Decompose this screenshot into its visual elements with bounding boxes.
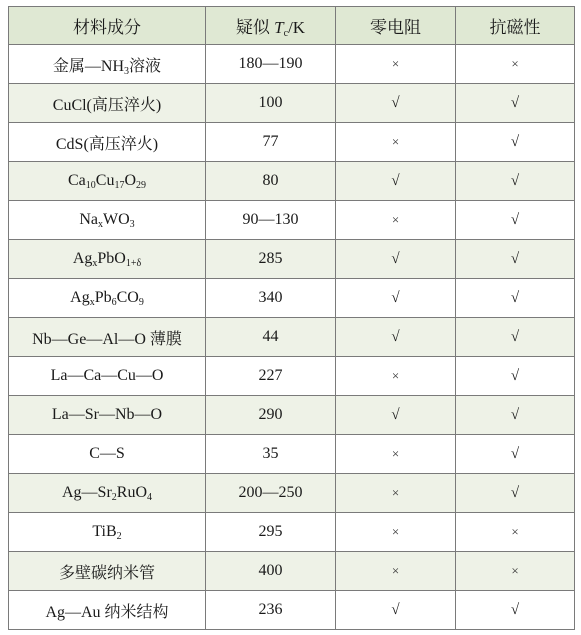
zero-resistance-cell: [336, 474, 456, 513]
diamagnetism-cell: [456, 318, 575, 357]
diamagnetism-cell: [456, 591, 575, 630]
superconductor-table: [8, 6, 575, 630]
material-text: PbO: [97, 250, 126, 267]
tc-cell: 236: [206, 591, 336, 630]
diamagnetism-cell: [456, 474, 575, 513]
check-mark: √: [510, 212, 520, 228]
zero-resistance-cell: [336, 162, 456, 201]
tc-subscript: c: [283, 28, 289, 39]
check-mark: √: [510, 251, 520, 267]
tc-cell: 227: [206, 357, 336, 396]
formula-subscript: x: [89, 297, 95, 308]
zero-resistance-cell: [336, 318, 456, 357]
zero-resistance-cell: [336, 45, 456, 84]
diamagnetism-cell: [456, 279, 575, 318]
check-mark: √: [510, 407, 520, 423]
material-text: RuO: [116, 484, 147, 501]
table-row: [9, 240, 575, 279]
formula-subscript: 17: [114, 180, 125, 191]
tc-cell: 80: [206, 162, 336, 201]
material-text: O: [124, 172, 136, 189]
material-cell: [9, 435, 206, 474]
zero-resistance-cell: [336, 84, 456, 123]
material-text: Cu: [95, 172, 115, 189]
material-cell: [9, 279, 206, 318]
material-text: CuCl(高压淬火): [52, 96, 162, 114]
material-cell: [9, 474, 206, 513]
table-row: [9, 84, 575, 123]
formula-subscript: 9: [138, 297, 144, 308]
material-text: TiB: [92, 523, 117, 540]
header-zero-resistance: 零电阻: [336, 7, 456, 45]
check-mark: √: [510, 95, 520, 111]
material-text: 溶液: [129, 57, 162, 75]
material-text: CdS(高压淬火): [55, 135, 159, 153]
zero-resistance-cell: [336, 201, 456, 240]
material-cell: [9, 201, 206, 240]
check-mark: √: [510, 134, 520, 150]
tc-cell: 290: [206, 396, 336, 435]
material-text: Pb: [94, 289, 112, 306]
formula-subscript: 3: [124, 65, 130, 77]
cross-mark: ×: [391, 563, 400, 578]
material-text: Ag—Sr: [61, 484, 112, 501]
formula-subscript: 1+δ: [125, 258, 142, 269]
table-row: [9, 45, 575, 84]
table-row: [9, 552, 575, 591]
zero-resistance-cell: [336, 513, 456, 552]
check-mark: √: [391, 173, 400, 189]
table-row: [9, 474, 575, 513]
cross-mark: ×: [391, 446, 400, 461]
zero-resistance-cell: [336, 591, 456, 630]
tc-cell: 295: [206, 513, 336, 552]
cross-mark: ×: [391, 56, 400, 71]
material-text: 金属—NH: [52, 57, 125, 75]
material-cell: [9, 591, 206, 630]
material-cell: [9, 318, 206, 357]
zero-resistance-cell: [336, 279, 456, 318]
table-row: [9, 279, 575, 318]
cross-mark: ×: [511, 563, 519, 578]
diamagnetism-cell: [456, 396, 575, 435]
zero-resistance-cell: [336, 396, 456, 435]
diamagnetism-cell: [456, 240, 575, 279]
zero-resistance-cell: [336, 240, 456, 279]
table-row: [9, 123, 575, 162]
formula-subscript: x: [98, 219, 103, 230]
tc-cell: 180—190: [206, 45, 336, 84]
cross-mark: ×: [391, 134, 400, 149]
material-cell: [9, 240, 206, 279]
table-row: [9, 591, 575, 630]
diamagnetism-cell: [456, 123, 575, 162]
check-mark: √: [391, 290, 400, 306]
formula-subscript: 2: [111, 492, 117, 503]
diamagnetism-cell: [456, 357, 575, 396]
table-row: [9, 513, 575, 552]
formula-subscript: 3: [129, 219, 135, 230]
diamagnetism-cell: [456, 162, 575, 201]
material-cell: [9, 513, 206, 552]
diamagnetism-cell: [456, 513, 575, 552]
table-row: [9, 357, 575, 396]
material-cell: [9, 123, 206, 162]
material-cell: [9, 396, 206, 435]
cross-mark: ×: [391, 524, 400, 539]
material-text: WO: [103, 211, 130, 228]
material-text: La—Ca—Cu—O: [50, 367, 164, 384]
tc-cell: 400: [206, 552, 336, 591]
zero-resistance-cell: [336, 357, 456, 396]
check-mark: √: [391, 329, 400, 345]
material-text: 多壁碳纳米管: [58, 564, 155, 582]
check-mark: √: [510, 173, 520, 189]
diamagnetism-cell: [456, 84, 575, 123]
check-mark: √: [510, 368, 520, 384]
formula-subscript: 29: [136, 180, 146, 191]
material-cell: [9, 84, 206, 123]
material-cell: [9, 45, 206, 84]
material-text: Na: [79, 211, 98, 228]
material-text: Ag: [72, 250, 93, 267]
table-row: [9, 201, 575, 240]
material-cell: [9, 162, 206, 201]
header-material: 材料成分: [9, 7, 206, 45]
material-text: Ag—Au 纳米结构: [45, 603, 169, 621]
tc-symbol: T: [274, 18, 284, 37]
formula-subscript: x: [92, 258, 98, 269]
formula-subscript: 10: [85, 180, 96, 191]
diamagnetism-cell: [456, 552, 575, 591]
check-mark: √: [391, 407, 400, 423]
table-row: [9, 162, 575, 201]
material-text: La—Sr—Nb—O: [51, 406, 163, 423]
table-header-row: [9, 7, 575, 45]
check-mark: √: [391, 251, 400, 267]
tc-cell: 90—130: [206, 201, 336, 240]
tc-cell: 285: [206, 240, 336, 279]
check-mark: √: [391, 602, 400, 618]
header-diamagnetism: 抗磁性: [456, 7, 575, 45]
table-body: [9, 45, 575, 630]
diamagnetism-cell: [456, 45, 575, 84]
formula-subscript: 6: [111, 297, 117, 308]
cross-mark: ×: [511, 56, 519, 71]
tc-cell: 340: [206, 279, 336, 318]
formula-subscript: 2: [116, 531, 122, 542]
tc-cell: 100: [206, 84, 336, 123]
zero-resistance-cell: [336, 552, 456, 591]
tc-cell: 77: [206, 123, 336, 162]
cross-mark: ×: [391, 212, 400, 227]
formula-subscript: 4: [147, 492, 152, 503]
cross-mark: ×: [391, 485, 400, 500]
material-text: Ag: [70, 289, 90, 306]
table-row: [9, 318, 575, 357]
cross-mark: ×: [391, 368, 400, 383]
material-text: C—S: [89, 445, 125, 462]
table-row: [9, 435, 575, 474]
material-cell: [9, 357, 206, 396]
material-cell: [9, 552, 206, 591]
check-mark: √: [510, 290, 520, 306]
tc-cell: 44: [206, 318, 336, 357]
diamagnetism-cell: [456, 201, 575, 240]
check-mark: √: [391, 95, 400, 111]
header-tc: 疑似 $T_c/K$: [206, 7, 336, 45]
tc-cell: 200—250: [206, 474, 336, 513]
material-text: CO: [116, 289, 139, 306]
zero-resistance-cell: [336, 123, 456, 162]
material-text: Nb—Ge—Al—O 薄膜: [32, 330, 182, 348]
check-mark: √: [510, 446, 520, 462]
check-mark: √: [510, 329, 520, 345]
zero-resistance-cell: [336, 435, 456, 474]
check-mark: √: [510, 602, 520, 618]
diamagnetism-cell: [456, 435, 575, 474]
table-row: [9, 396, 575, 435]
tc-cell: 35: [206, 435, 336, 474]
check-mark: √: [510, 485, 520, 501]
cross-mark: ×: [511, 524, 519, 539]
material-text: Ca: [67, 172, 86, 189]
